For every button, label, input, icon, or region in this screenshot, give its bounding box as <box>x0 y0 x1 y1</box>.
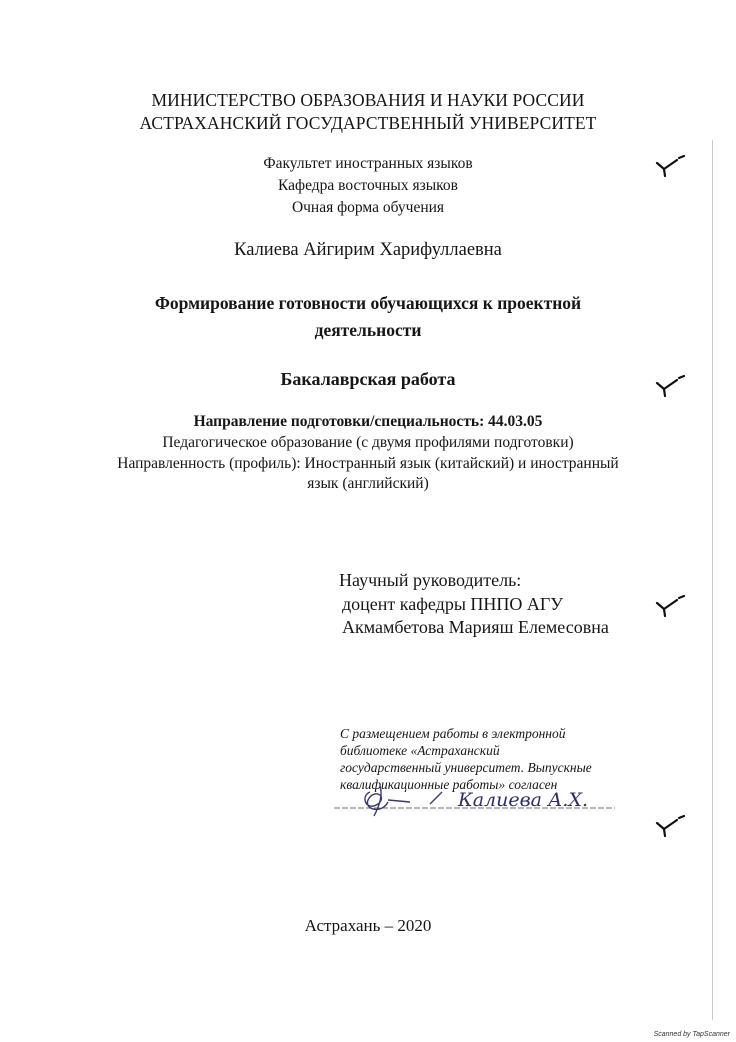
check-mark-icon <box>655 815 685 837</box>
direction-program: Педагогическое образование (с двумя профилями подготовки) <box>162 434 574 451</box>
consent-line-2: библиотеке «Астраханский <box>340 743 500 758</box>
consent-line-1: С размещением работы в электронной <box>340 726 566 741</box>
faculty-line: Факультет иностранных языков <box>263 155 473 172</box>
department-line: Кафедра восточных языков <box>278 177 458 194</box>
scanner-watermark: Scanned by TapScanner <box>653 1031 730 1038</box>
thesis-title-line-2: деятельности <box>314 320 422 340</box>
supervisor-label: Научный руководитель: <box>339 570 522 590</box>
direction-profile-line-1: Направленность (профиль): Иностранный язык (китайский) и иностранный <box>117 455 619 472</box>
ministry-line-1: МИНИСТЕРСТВО ОБРАЗОВАНИЯ И НАУКИ РОССИИ <box>151 90 585 110</box>
thesis-title-line-1: Формирование готовности обучающихся к проектной <box>154 293 582 313</box>
author-name: Калиева Айгирим Харифуллаевна <box>234 240 502 260</box>
signature-name-text: Калиева А.Х. <box>458 789 589 811</box>
city-year: Астрахань – 2020 <box>304 916 432 935</box>
direction-code: Направление подготовки/специальность: 44.03.05 <box>193 413 543 430</box>
check-mark-icon <box>655 155 685 177</box>
ministry-line-2: АСТРАХАНСКИЙ ГОСУДАРСТВЕННЫЙ УНИВЕРСИТЕТ <box>139 113 597 133</box>
page-edge-shadow <box>712 140 713 1020</box>
supervisor-position: доцент кафедры ПНПО АГУ <box>342 594 564 614</box>
consent-line-3: государственный университет. Выпускные <box>340 760 592 775</box>
signature-image <box>330 778 630 820</box>
supervisor-name: Акмамбетова Марияш Елемесовна <box>342 617 609 637</box>
work-type: Бакалаврская работа <box>280 369 456 389</box>
check-mark-icon <box>655 595 685 617</box>
consent-line-4: квалификационные работы» согласен <box>340 777 558 792</box>
direction-profile-line-2: язык (английский) <box>307 475 429 492</box>
check-mark-icon <box>655 375 685 397</box>
study-form-line: Очная форма обучения <box>291 199 445 216</box>
